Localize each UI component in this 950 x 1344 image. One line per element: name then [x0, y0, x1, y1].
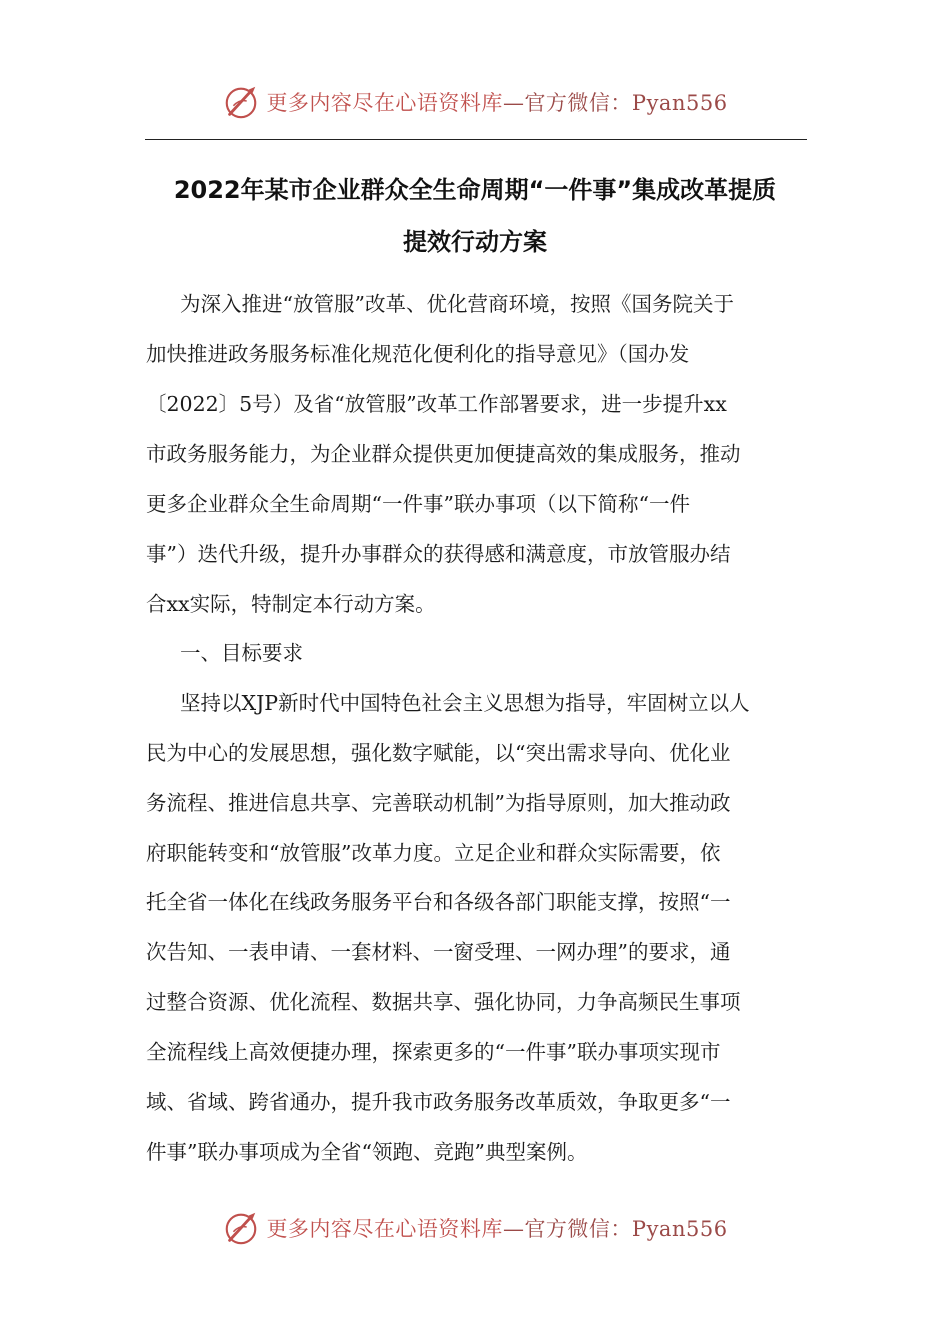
body-line: 托全省一体化在线政务服务平台和各级各部门职能支撑，按照“一	[146, 890, 731, 914]
body-line: 府职能转变和“放管服”改革力度。立足企业和群众实际需要，依	[146, 841, 721, 865]
body-line: 更多企业群众全生命周期“一件事”联办事项（以下简称“一件	[146, 492, 690, 516]
header-divider	[145, 139, 807, 140]
body-line: 市政务服务能力，为企业群众提供更加便捷高效的集成服务，推动	[146, 442, 741, 466]
body-line: 务流程、推进信息共享、完善联动机制”为指导原则，加大推动政	[146, 791, 731, 815]
pen-logo-icon	[222, 83, 260, 121]
body-line: 合xx实际，特制定本行动方案。	[146, 592, 436, 616]
body-line: 事”）迭代升级，提升办事群众的获得感和满意度，市放管服办结	[146, 542, 731, 566]
document-title-line-1: 2022年某市企业群众全生命周期“一件事”集成改革提质	[173, 176, 777, 204]
document-title-line-2: 提效行动方案	[403, 228, 547, 256]
body-line: 为深入推进“放管服”改革、优化营商环境，按照《国务院关于	[180, 292, 734, 316]
footer-banner	[0, 1206, 950, 1250]
body-line: 过整合资源、优化流程、数据共享、强化协同，力争高频民生事项	[146, 990, 741, 1014]
body-line: 域、省域、跨省通办，提升我市政务服务改革质效，争取更多“一	[146, 1090, 731, 1114]
body-line: 件事”联办事项成为全省“领跑、竞跑”典型案例。	[146, 1140, 588, 1164]
body-line: 全流程线上高效便捷办理，探索更多的“一件事”联办事项实现市	[146, 1040, 721, 1064]
body-line: 加快推进政务服务标准化规范化便利化的指导意见》（国办发	[146, 342, 690, 366]
header-banner	[0, 80, 950, 124]
section-heading: 一、目标要求	[180, 641, 303, 665]
banner-text: 更多内容尽在心语资料库—官方微信：Pyan556	[266, 91, 728, 115]
banner-text: 更多内容尽在心语资料库—官方微信：Pyan556	[266, 1217, 728, 1241]
body-line: 〔2022〕5号）及省“放管服”改革工作部署要求，进一步提升xx	[146, 392, 727, 416]
body-line: 坚持以XJP新时代中国特色社会主义思想为指导，牢固树立以人	[180, 691, 750, 715]
pen-logo-icon	[222, 1209, 260, 1247]
body-line: 次告知、一表申请、一套材料、一窗受理、一网办理”的要求，通	[146, 940, 731, 964]
body-line: 民为中心的发展思想，强化数字赋能，以“突出需求导向、优化业	[146, 741, 731, 765]
